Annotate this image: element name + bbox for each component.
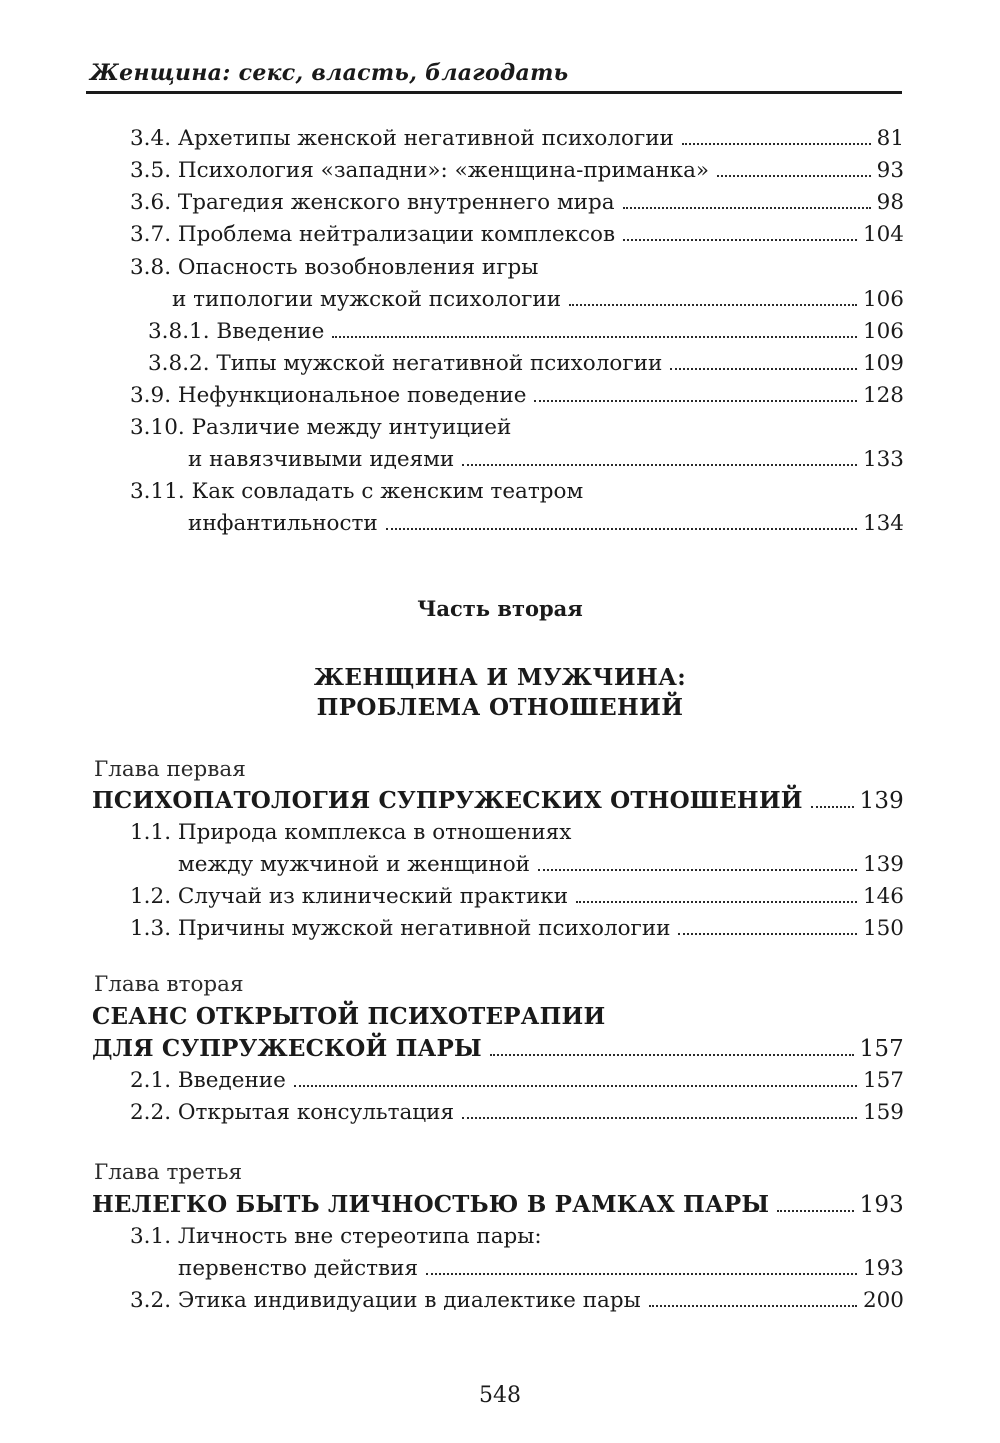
entry-title: Типы мужской негативной психологии <box>216 351 663 376</box>
entry-number: 3.1. <box>130 1224 172 1249</box>
chapter-page: 139 <box>859 788 904 814</box>
entry-title: Архетипы женской негативной психологии <box>177 126 674 151</box>
entry-page: 157 <box>862 1068 904 1093</box>
entry-number: 3.8. <box>130 255 172 280</box>
chapter-label: Глава третья <box>94 1160 243 1185</box>
dot-leader <box>332 336 857 338</box>
entry-page: 106 <box>862 319 904 344</box>
entry-page: 139 <box>862 852 904 877</box>
toc-entry[interactable] <box>172 285 904 315</box>
entry-number: 3.8.1. <box>148 319 210 344</box>
entry-number: 3.2. <box>130 1288 172 1313</box>
entry-title: Как совладать с женским театром <box>191 479 584 504</box>
dot-leader <box>490 1054 854 1056</box>
entry-title: Этика индивидуации в диалектике пары <box>177 1288 641 1313</box>
entry-page: 104 <box>862 222 904 247</box>
entry-number: 2.2. <box>130 1100 172 1125</box>
toc-entry[interactable] <box>178 850 904 880</box>
entry-page: 133 <box>862 447 904 472</box>
entry-page: 150 <box>862 916 904 941</box>
entry-number: 1.1. <box>130 820 172 845</box>
entry-number: 3.7. <box>130 222 172 247</box>
toc-entry[interactable] <box>130 1098 904 1128</box>
toc-entry[interactable] <box>130 1066 904 1096</box>
dot-leader <box>462 1117 857 1119</box>
chapter-label: Глава вторая <box>94 972 244 997</box>
entry-page: 98 <box>876 190 904 215</box>
part-title <box>0 663 1000 723</box>
toc-entry-line[interactable] <box>130 1222 542 1252</box>
chapter-page: 193 <box>859 1192 904 1218</box>
entry-title: Природа комплекса в отношениях <box>177 820 572 845</box>
dot-leader <box>534 400 856 402</box>
entry-title-continued: первенство действия <box>178 1256 419 1281</box>
entry-number: 2.1. <box>130 1068 172 1093</box>
entry-title-continued: и навязчивыми идеями <box>188 447 455 472</box>
toc-entry[interactable] <box>188 445 904 475</box>
entry-number: 3.5. <box>130 158 172 183</box>
entry-page: 134 <box>862 511 904 536</box>
entry-page: 193 <box>862 1256 904 1281</box>
chapter-title: ПСИХОПАТОЛОГИЯ СУПРУЖЕСКИХ ОТНОШЕНИЙ <box>92 787 803 814</box>
dot-leader <box>682 143 871 145</box>
entry-title: Различие между интуицией <box>191 415 512 440</box>
toc-entry[interactable] <box>130 381 904 411</box>
running-head: Женщина: секс, власть, благодать <box>90 60 569 86</box>
toc-entry[interactable] <box>130 914 904 944</box>
toc-subentry[interactable] <box>148 349 904 379</box>
dot-leader <box>670 368 857 370</box>
entry-title: Открытая консультация <box>177 1100 455 1125</box>
entry-title-continued: между мужчиной и женщиной <box>178 852 530 877</box>
toc-entry[interactable] <box>130 1286 904 1316</box>
toc-entry[interactable] <box>178 1254 904 1284</box>
dot-leader <box>569 304 857 306</box>
entry-title: Психология «западни»: «женщина-приманка» <box>177 158 710 183</box>
toc-entry-line[interactable] <box>130 818 571 848</box>
entry-page: 128 <box>862 383 904 408</box>
dot-leader <box>426 1273 857 1275</box>
toc-entry[interactable] <box>188 509 904 539</box>
chapter-page: 157 <box>859 1036 904 1062</box>
toc-entry[interactable] <box>130 188 904 218</box>
dot-leader <box>623 239 857 241</box>
entry-title-continued: и типологии мужской психологии <box>172 287 562 312</box>
entry-page: 159 <box>862 1100 904 1125</box>
entry-title: Нефункциональное поведение <box>177 383 527 408</box>
entry-title: Проблема нейтрализации комплексов <box>177 222 616 247</box>
dot-leader <box>623 207 871 209</box>
chapter-label: Глава первая <box>94 757 246 782</box>
chapter-title: НЕЛЕГКО БЫТЬ ЛИЧНОСТЬЮ В РАМКАХ ПАРЫ <box>92 1191 770 1218</box>
entry-number: 3.4. <box>130 126 172 151</box>
entry-page: 200 <box>862 1288 904 1313</box>
dot-leader <box>462 464 857 466</box>
part-label: Часть вторая <box>417 596 583 621</box>
part-title-line: ПРОБЛЕМА ОТНОШЕНИЙ <box>316 694 684 721</box>
entry-title: Опасность возобновления игры <box>177 255 539 280</box>
toc-entry[interactable] <box>130 124 904 154</box>
toc-entry-line[interactable] <box>130 253 538 283</box>
entry-page: 93 <box>876 158 904 183</box>
entry-title: Личность вне стереотипа пары: <box>177 1224 542 1249</box>
dot-leader <box>576 901 857 903</box>
dot-leader <box>386 528 857 530</box>
entry-title: Причины мужской негативной психологии <box>177 916 671 941</box>
entry-number: 3.6. <box>130 190 172 215</box>
chapter-title-continued: ДЛЯ СУПРУЖЕСКОЙ ПАРЫ <box>92 1035 482 1062</box>
entry-title-continued: инфантильности <box>188 511 378 536</box>
dot-leader <box>678 933 856 935</box>
entry-title: Трагедия женского внутреннего мира <box>177 190 615 215</box>
toc-subentry[interactable] <box>148 317 904 347</box>
header-rule <box>86 91 902 94</box>
chapter-title-entry[interactable] <box>92 786 904 816</box>
dot-leader <box>538 869 857 871</box>
chapter-title-entry[interactable] <box>92 1034 904 1064</box>
entry-number: 1.2. <box>130 884 172 909</box>
entry-page: 109 <box>862 351 904 376</box>
dot-leader <box>649 1305 857 1307</box>
toc-entry[interactable] <box>130 220 904 250</box>
entry-title: Случай из клинический практики <box>177 884 569 909</box>
entry-number: 3.9. <box>130 383 172 408</box>
dot-leader <box>294 1085 857 1087</box>
entry-number: 3.10. <box>130 415 185 440</box>
chapter-title-entry[interactable] <box>92 1190 904 1220</box>
toc-entry[interactable] <box>130 156 904 186</box>
dot-leader <box>717 175 871 177</box>
entry-number: 3.8.2. <box>148 351 210 376</box>
chapter-title-line[interactable] <box>92 1002 605 1032</box>
entry-page: 106 <box>862 287 904 312</box>
toc-entry-line[interactable] <box>130 477 583 507</box>
dot-leader <box>777 1210 853 1212</box>
entry-number: 1.3. <box>130 916 172 941</box>
toc-entry-line[interactable] <box>130 413 511 443</box>
entry-title: Введение <box>177 1068 286 1093</box>
page-number: 548 <box>479 1383 521 1408</box>
chapter-title: СЕАНС ОТКРЫТОЙ ПСИХОТЕРАПИИ <box>92 1003 606 1030</box>
entry-page: 81 <box>876 126 904 151</box>
part-title-line: ЖЕНЩИНА И МУЖЧИНА: <box>313 664 687 691</box>
entry-title: Введение <box>216 319 325 344</box>
entry-page: 146 <box>862 884 904 909</box>
entry-number: 3.11. <box>130 479 185 504</box>
dot-leader <box>811 806 854 808</box>
toc-entry[interactable] <box>130 882 904 912</box>
